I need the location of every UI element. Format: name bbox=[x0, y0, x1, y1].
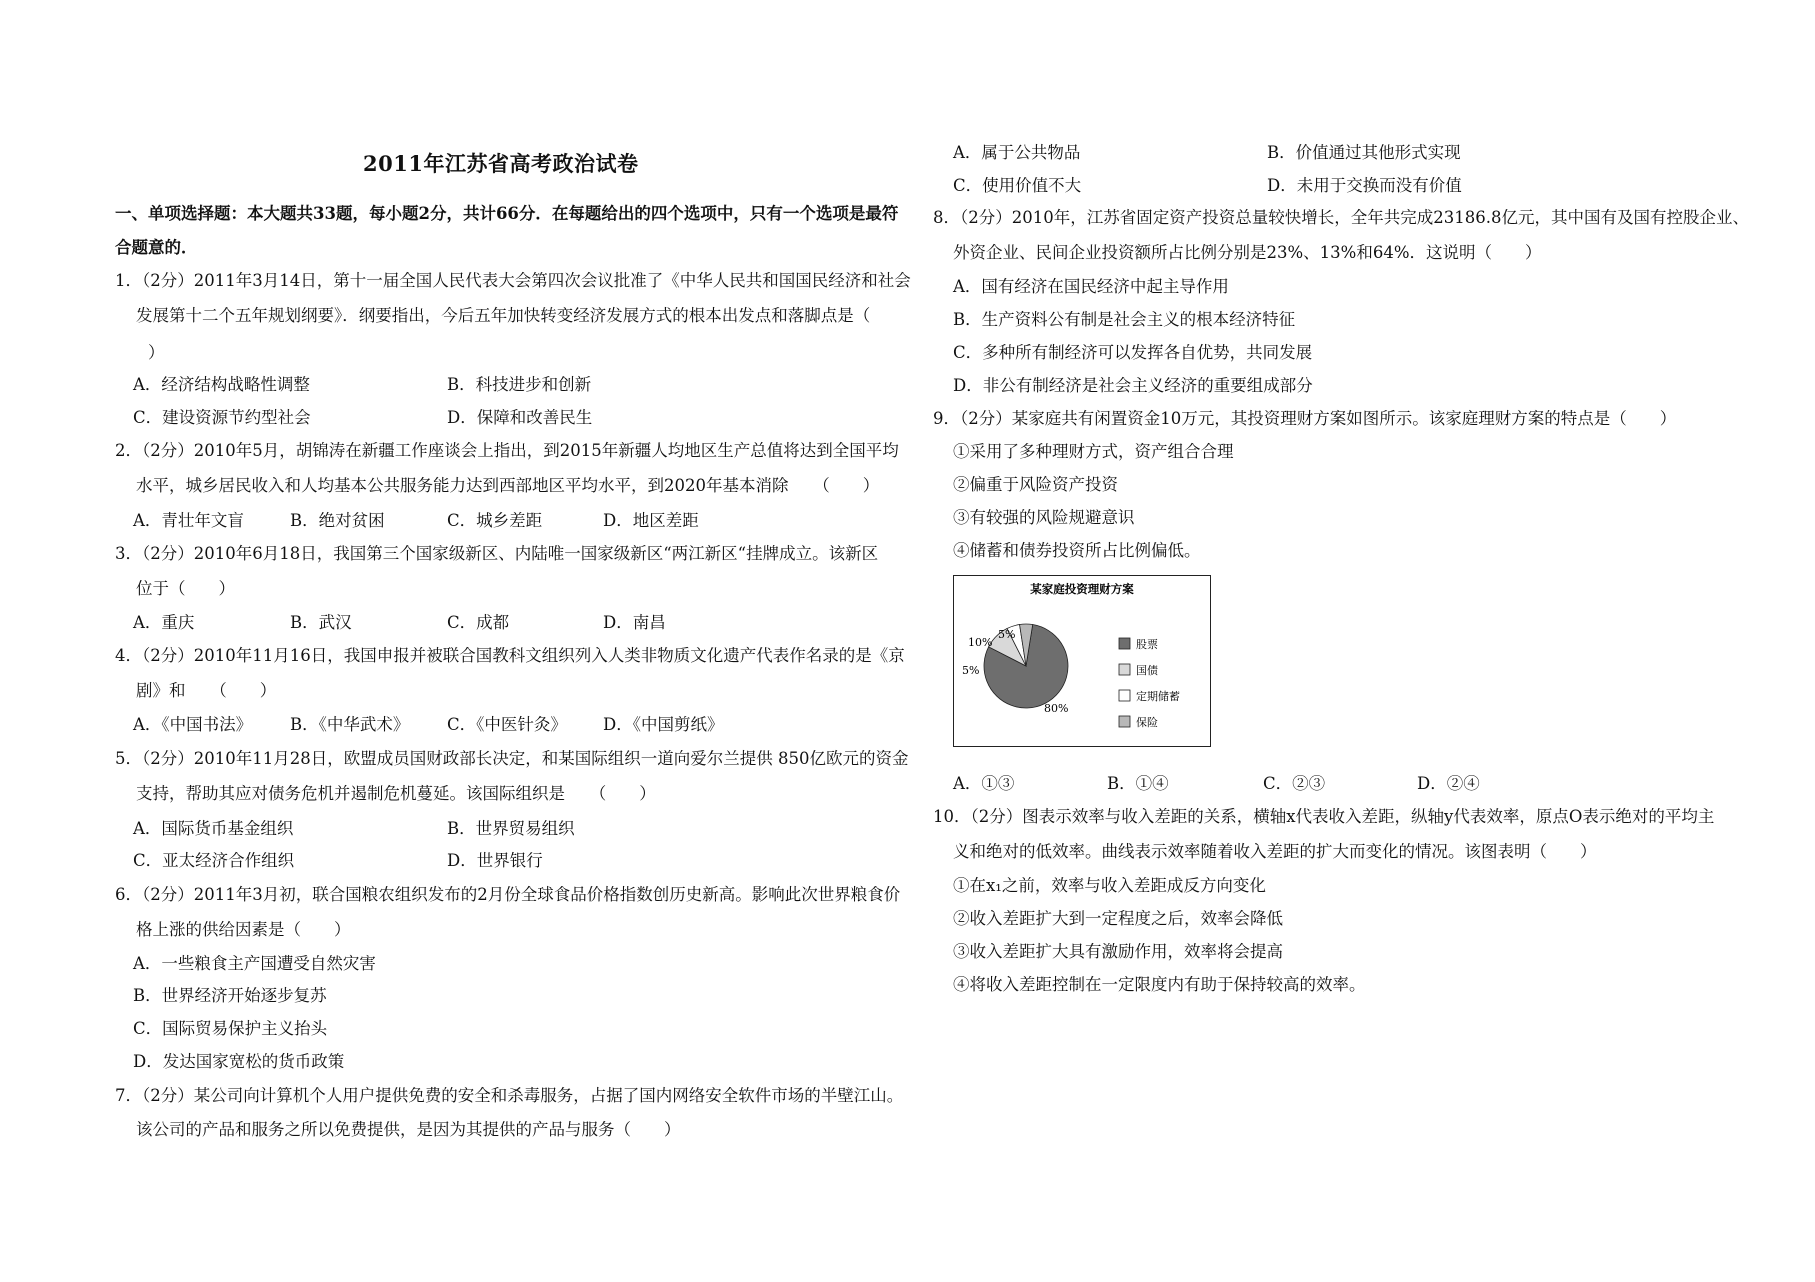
q6-stem-line1: 6．（2分）2011年3月初，联合国粮农组织发布的2月份全球食品价格指数创历史新高。影响此次世界粮食价 bbox=[115, 885, 901, 904]
q4-option-c: C．《中医针灸》 bbox=[447, 715, 567, 734]
q10-statement-3: ③收入差距扩大具有激励作用，效率将会提高 bbox=[953, 942, 1283, 961]
q7-option-b: B．价值通过其他形式实现 bbox=[1267, 143, 1461, 162]
q9-statement-4: ④储蓄和债券投资所占比例偏低。 bbox=[953, 541, 1201, 560]
q9-stem-line1: 9．（2分）某家庭共有闲置资金10万元，其投资理财方案如图所示。该家庭理财方案的特点是（ ） bbox=[933, 409, 1677, 428]
q7-stem-line2: 该公司的产品和服务之所以免费提供，是因为其提供的产品与服务（ ） bbox=[136, 1120, 681, 1139]
legend-label-国债: 国债 bbox=[1136, 664, 1158, 677]
q9-statement-3: ③有较强的风险规避意识 bbox=[953, 508, 1135, 527]
q5-stem-line1: 5．（2分）2010年11月28日，欧盟成员国财政部长决定，和某国际组织一道向爱尔兰提供 850亿欧元的资金 bbox=[115, 749, 909, 768]
q3-stem-line1: 3．（2分）2010年6月18日，我国第三个国家级新区、内陆唯一国家级新区“两江新区“挂牌成立。该新区 bbox=[115, 544, 879, 563]
q1-stem-line1: 1．（2分）2011年3月14日，第十一届全国人民代表大会第四次会议批准了《中华人民共和国国民经济和社会 bbox=[115, 271, 911, 290]
q10-statement-2: ②收入差距扩大到一定程度之后，效率会降低 bbox=[953, 909, 1283, 928]
legend-swatch-国债 bbox=[1119, 664, 1130, 675]
q10-statement-4: ④将收入差距控制在一定限度内有助于保持较高的效率。 bbox=[953, 975, 1366, 994]
q5-option-c: C．亚太经济合作组织 bbox=[133, 851, 295, 870]
q3-option-d: D．南昌 bbox=[603, 613, 666, 632]
section-heading-line2: 合题意的． bbox=[115, 238, 198, 257]
q4-option-a: A．《中国书法》 bbox=[133, 715, 253, 734]
pie-label-保险: 5% bbox=[998, 628, 1016, 641]
q9-pie-chart bbox=[953, 575, 1211, 747]
q6-option-c: C．国际贸易保护主义抬头 bbox=[133, 1019, 328, 1038]
q4-option-d: D．《中国剪纸》 bbox=[603, 715, 724, 734]
legend-swatch-保险 bbox=[1119, 716, 1130, 727]
page-title: 2011年江苏省高考政治试卷 bbox=[363, 151, 639, 176]
pie-label-国债: 10% bbox=[968, 636, 993, 649]
q10-statement-1: ①在x₁之前，效率与收入差距成反方向变化 bbox=[953, 876, 1266, 895]
q6-option-a: A．一些粮食主产国遭受自然灾害 bbox=[133, 954, 376, 973]
legend-label-保险: 保险 bbox=[1136, 716, 1158, 729]
legend-label-定期储蓄: 定期储蓄 bbox=[1136, 690, 1180, 703]
q6-stem-line2: 格上涨的供给因素是（ ） bbox=[136, 920, 351, 939]
q9-statement-2: ②偏重于风险资产投资 bbox=[953, 475, 1118, 494]
q2-option-c: C．城乡差距 bbox=[447, 511, 543, 530]
q7-option-a: A．属于公共物品 bbox=[953, 143, 1081, 162]
q4-stem-line2: 剧》和 （ ） bbox=[136, 681, 277, 700]
q9-option-c: C．②③ bbox=[1263, 774, 1326, 793]
q1-option-d: D．保障和改善民生 bbox=[447, 408, 593, 427]
q1-stem-line3: ） bbox=[148, 343, 165, 362]
q3-stem-line2: 位于（ ） bbox=[136, 579, 235, 598]
q1-option-b: B．科技进步和创新 bbox=[447, 375, 592, 394]
q10-stem-line1: 10．（2分）图表示效率与收入差距的关系，横轴x代表收入差距，纵轴y代表效率，原点O表示绝对的平均主 bbox=[933, 807, 1715, 826]
section-heading-line1: 一、单项选择题：本大题共33题，每小题2分，共计66分．在每题给出的四个选项中，只有一个选项是最符 bbox=[115, 204, 899, 223]
q2-stem-line2: 水平，城乡居民收入和人均基本公共服务能力达到西部地区平均水平，到2020年基本消除 （ ） bbox=[136, 476, 880, 495]
q8-stem-line1: 8．（2分）2010年，江苏省固定资产投资总量较快增长，全年共完成23186.8亿元，其中国有及国有控股企业、 bbox=[933, 208, 1749, 227]
q2-option-d: D．地区差距 bbox=[603, 511, 699, 530]
q3-option-b: B．武汉 bbox=[290, 613, 352, 632]
legend-swatch-定期储蓄 bbox=[1119, 690, 1130, 701]
q2-option-a: A．青壮年文盲 bbox=[133, 511, 244, 530]
chart-legend bbox=[1119, 638, 1180, 729]
q1-option-c: C．建设资源节约型社会 bbox=[133, 408, 311, 427]
q7-option-c: C．使用价值不大 bbox=[953, 176, 1082, 195]
q5-stem-line2: 支持，帮助其应对债务危机并遏制危机蔓延。该国际组织是 （ ） bbox=[136, 784, 656, 803]
q1-option-a: A．经济结构战略性调整 bbox=[133, 375, 310, 394]
q8-option-b: B．生产资料公有制是社会主义的根本经济特征 bbox=[953, 310, 1296, 329]
q9-option-a: A．①③ bbox=[953, 774, 1015, 793]
q1-stem-line2: 发展第十二个五年规划纲要》．纲要指出，今后五年加快转变经济发展方式的根本出发点和落脚点是（ bbox=[136, 306, 871, 325]
q8-option-c: C．多种所有制经济可以发挥各自优势，共同发展 bbox=[953, 343, 1313, 362]
q7-stem-line1: 7．（2分）某公司向计算机个人用户提供免费的安全和杀毒服务，占据了国内网络安全软件市场的半壁江山。 bbox=[115, 1086, 904, 1105]
pie-slices bbox=[984, 624, 1068, 708]
q2-option-b: B．绝对贫困 bbox=[290, 511, 385, 530]
q10-stem-line2: 义和绝对的低效率。曲线表示效率随着收入差距的扩大而变化的情况。该图表明（ ） bbox=[953, 842, 1597, 861]
q7-option-d: D．未用于交换而没有价值 bbox=[1267, 176, 1462, 195]
q4-option-b: B．《中华武术》 bbox=[290, 715, 410, 734]
q5-option-a: A．国际货币基金组织 bbox=[133, 819, 294, 838]
q9-option-b: B．①④ bbox=[1107, 774, 1169, 793]
q6-option-d: D．发达国家宽松的货币政策 bbox=[133, 1052, 345, 1071]
q5-option-d: D．世界银行 bbox=[447, 851, 543, 870]
pie-label-定期储蓄: 5% bbox=[962, 664, 980, 677]
legend-label-股票: 股票 bbox=[1136, 638, 1158, 651]
legend-swatch-股票 bbox=[1119, 638, 1130, 649]
q2-stem-line1: 2．（2分）2010年5月，胡锦涛在新疆工作座谈会上指出，到2015年新疆人均地区生产总值将达到全国平均 bbox=[115, 441, 899, 460]
q8-option-d: D．非公有制经济是社会主义经济的重要组成部分 bbox=[953, 376, 1313, 395]
q6-option-b: B．世界经济开始逐步复苏 bbox=[133, 986, 327, 1005]
q9-statement-1: ①采用了多种理财方式，资产组合合理 bbox=[953, 442, 1234, 461]
q4-stem-line1: 4．（2分）2010年11月16日，我国申报并被联合国教科文组织列入人类非物质文化遗产代表作名录的是《京 bbox=[115, 646, 905, 665]
q5-option-b: B．世界贸易组织 bbox=[447, 819, 575, 838]
chart-title: 某家庭投资理财方案 bbox=[1030, 582, 1134, 596]
q3-option-c: C．成都 bbox=[447, 613, 510, 632]
q3-option-a: A．重庆 bbox=[133, 613, 195, 632]
pie-chart-svg bbox=[954, 576, 1210, 746]
q9-option-d: D．②④ bbox=[1417, 774, 1480, 793]
pie-label-股票: 80% bbox=[1044, 702, 1069, 715]
q8-option-a: A．国有经济在国民经济中起主导作用 bbox=[953, 277, 1229, 296]
q8-stem-line2: 外资企业、民间企业投资额所占比例分别是23%、13%和64%．这说明（ ） bbox=[953, 243, 1542, 262]
